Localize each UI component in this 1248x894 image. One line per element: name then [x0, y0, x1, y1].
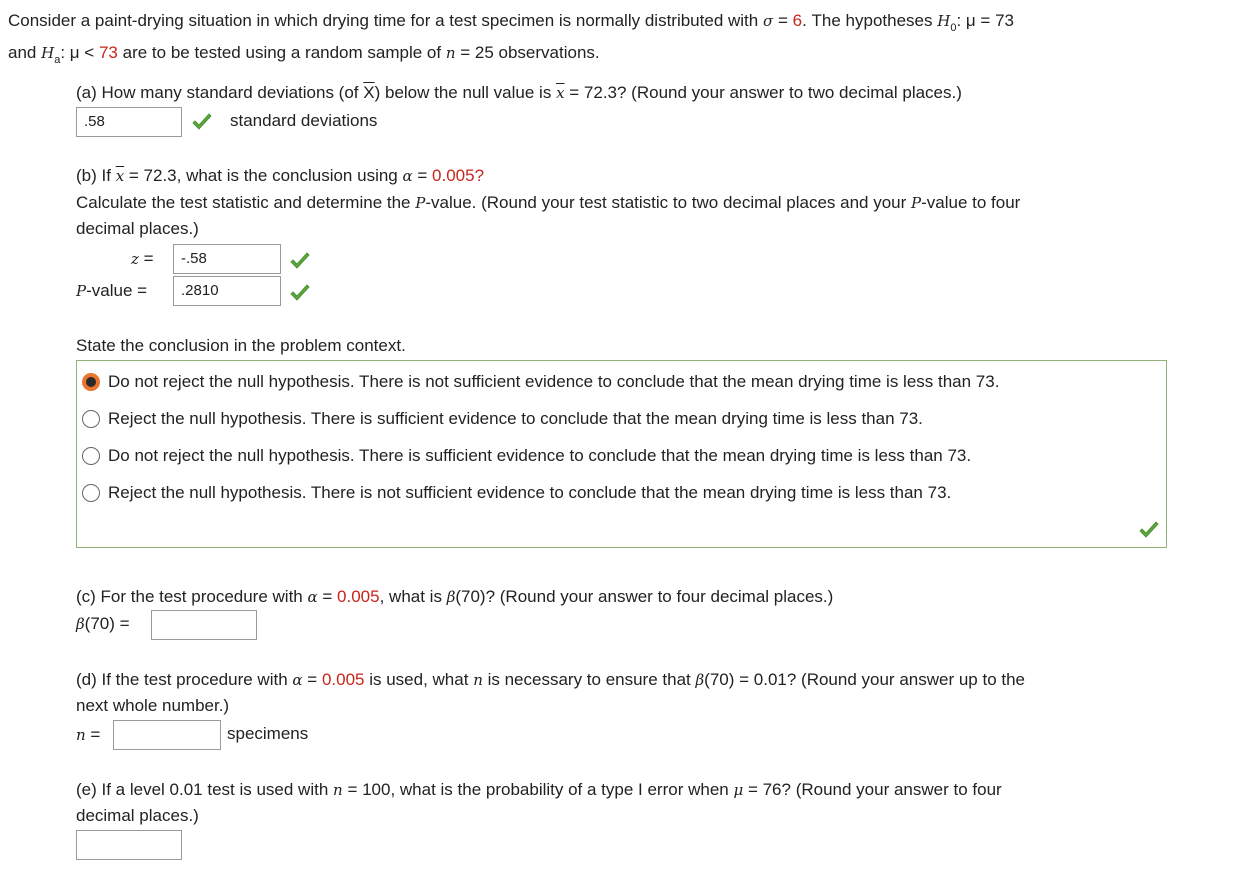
part-b-question: (b) If $\overline{x} = 72.3$, what is the conclusion using α = 0.005?: [76, 166, 485, 185]
part-e-question-line2: decimal places.): [76, 806, 199, 825]
z-statistic-input[interactable]: -.58: [173, 244, 281, 274]
part-d-question-line2: next whole number.): [76, 696, 230, 715]
option-label: Reject the null hypothesis. There is not sufficient evidence to conclude that the mean drying time is less than 73.: [108, 483, 952, 502]
option-label: Do not reject the null hypothesis. There is not sufficient evidence to conclude that the mean drying time is less than 73.: [108, 372, 1000, 391]
sample-size-input[interactable]: [113, 720, 221, 750]
radio-icon[interactable]: [82, 484, 100, 502]
part-a-question: (a) How many standard deviations (of $\overline{X}$) below the null value is $\overline{x} = 72.3$? (Round your answer to two decimal places.): [76, 83, 962, 102]
problem-intro-line2: and $H_a$: μ < 73 are to be tested using a random sample of n = 25 observations.: [8, 43, 600, 66]
part-e-question-line1: (e) If a level 0.01 test is used with n = 100, what is the probability of a type I error when μ = 76? (Round your answer to four: [76, 780, 1002, 799]
radio-icon[interactable]: [82, 447, 100, 465]
correct-check-icon: [289, 252, 311, 270]
conclusion-prompt: State the conclusion in the problem context.: [76, 336, 406, 355]
part-c-question: (c) For the test procedure with α = 0.005, what is β(70)? (Round your answer to four decimal places.): [76, 587, 834, 606]
beta-70-input[interactable]: [151, 610, 257, 640]
z-label: z =: [131, 249, 154, 268]
correct-check-icon: [191, 113, 213, 131]
problem-intro-line1: Consider a paint-drying situation in which drying time for a test specimen is normally distributed with σ = 6. The hypotheses $H_0$: μ = 73: [8, 11, 1014, 34]
correct-check-icon: [1138, 521, 1160, 539]
part-b-instructions-line1: Calculate the test statistic and determine the P-value. (Round your test statistic to two decimal places and your P-value to four: [76, 193, 1021, 212]
type-1-error-input[interactable]: [76, 830, 182, 860]
p-value-input[interactable]: .2810: [173, 276, 281, 306]
part-d-question-line1: (d) If the test procedure with α = 0.005 is used, what n is necessary to ensure that β(70) = 0.01? (Round your answer up to the: [76, 670, 1026, 689]
radio-icon[interactable]: [82, 410, 100, 428]
correct-check-icon: [289, 284, 311, 302]
part-a-answer-input[interactable]: .58: [76, 107, 182, 137]
beta-label: β(70) =: [76, 614, 130, 633]
part-d-unit: specimens: [227, 724, 309, 743]
part-a-unit: standard deviations: [230, 111, 378, 130]
radio-selected-icon[interactable]: [82, 373, 100, 391]
p-value-label: P-value =: [76, 281, 148, 300]
part-b-instructions-line2: decimal places.): [76, 219, 199, 238]
n-label: n =: [76, 725, 101, 744]
option-label: Do not reject the null hypothesis. There is sufficient evidence to conclude that the mean drying time is less than 73.: [108, 446, 972, 465]
option-label: Reject the null hypothesis. There is sufficient evidence to conclude that the mean drying time is less than 73.: [108, 409, 923, 428]
